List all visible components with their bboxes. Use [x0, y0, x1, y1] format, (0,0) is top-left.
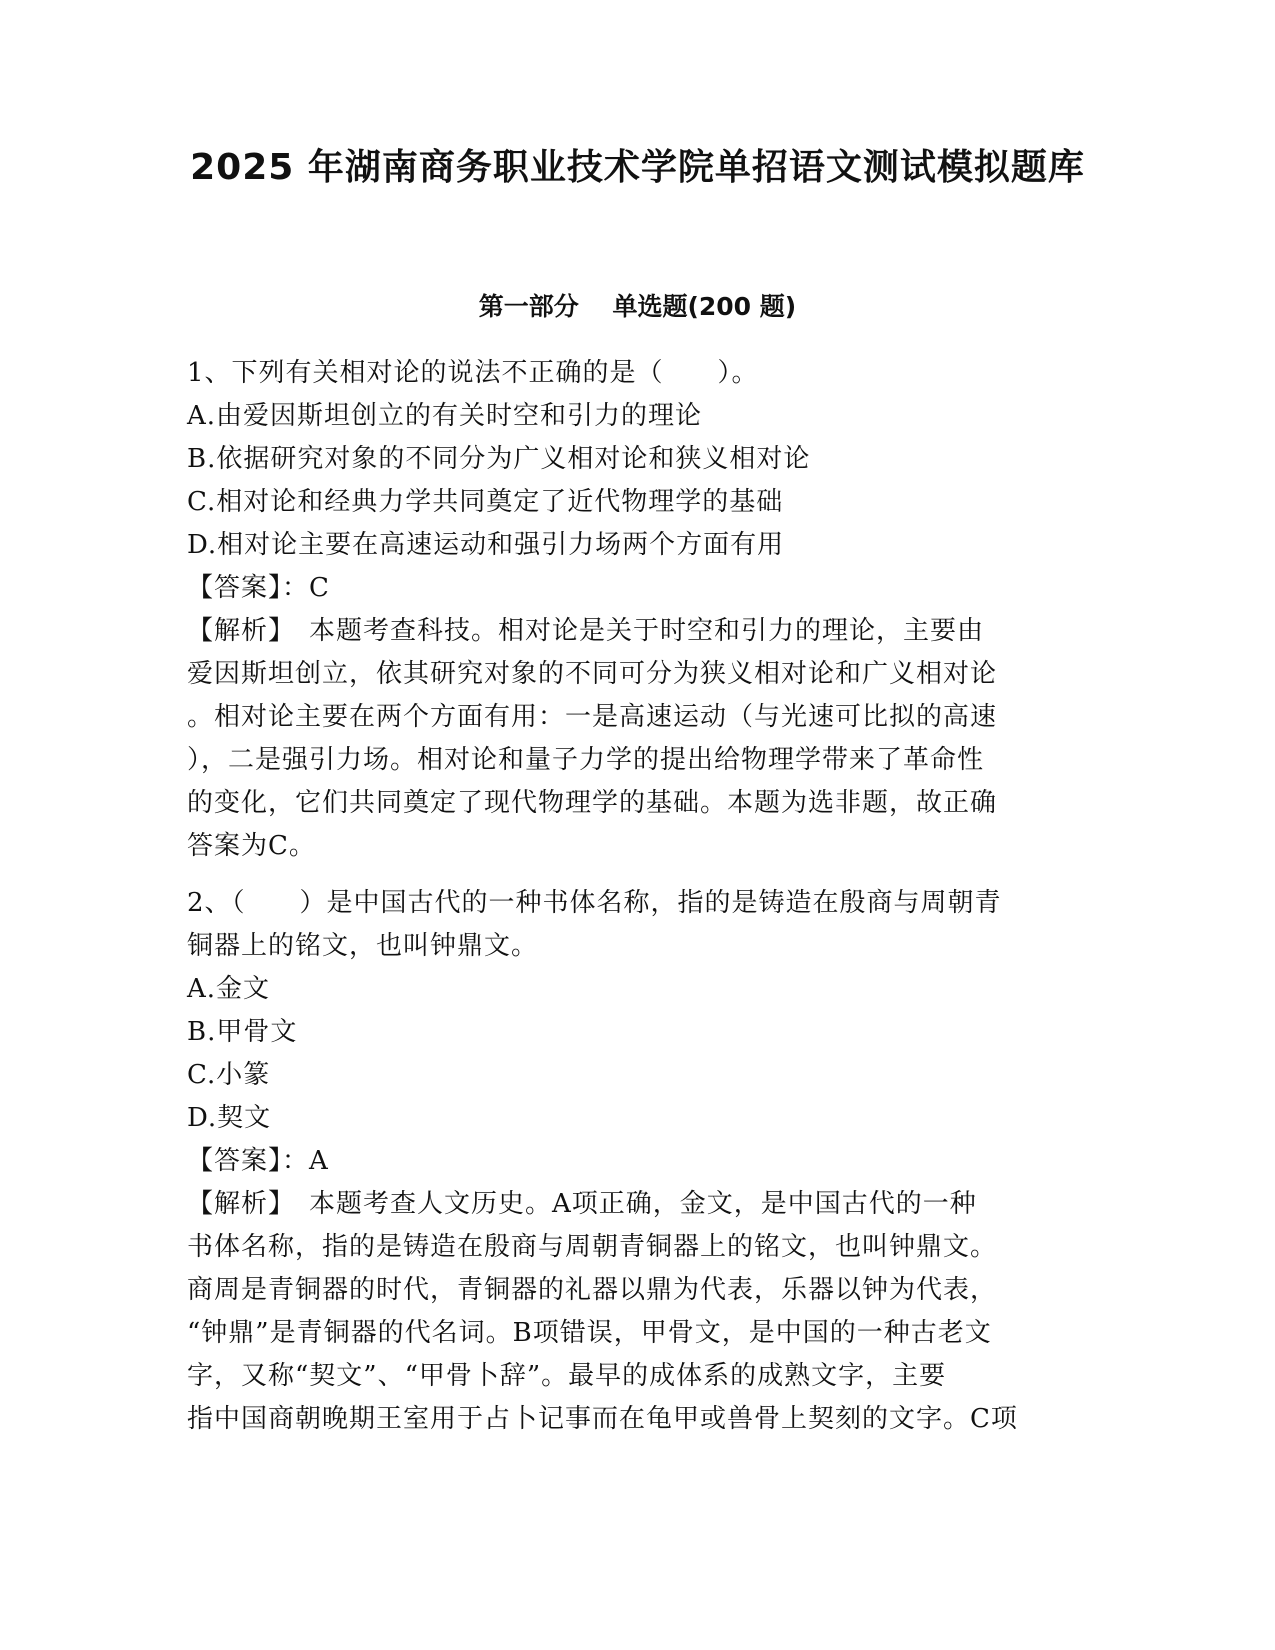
analysis-line: “钟鼎”是青铜器的代名词。B项错误，甲骨文，是中国的一种古老文 [187, 1318, 992, 1348]
analysis-line: 答案为C。 [187, 831, 316, 861]
question-2 [187, 882, 1087, 1441]
option-d: D.相对论主要在高速运动和强引力场两个方面有用 [187, 530, 785, 560]
question-stem: 铜器上的铭文，也叫钟鼎文。 [187, 931, 539, 961]
analysis-line: 的变化，它们共同奠定了现代物理学的基础。本题为选非题，故正确 [187, 788, 998, 818]
option-d: D.契文 [187, 1103, 272, 1133]
analysis-line: 指中国商朝晚期王室用于占卜记事而在龟甲或兽骨上契刻的文字。C项 [187, 1404, 1018, 1434]
option-a: A.金文 [187, 974, 271, 1004]
document-title: 2025 年湖南商务职业技术学院单招语文测试模拟题库 [190, 147, 1085, 188]
section-title: 第一部分 单选题(200 题) [478, 292, 797, 321]
question-list [187, 352, 1087, 1441]
question-1 [187, 352, 1087, 868]
analysis-line: 【解析】 本题考查科技。相对论是关于时空和引力的理论，主要由 [187, 616, 985, 646]
analysis-line: ），二是强引力场。相对论和量子力学的提出给物理学带来了革命性 [187, 745, 985, 775]
option-b: B.依据研究对象的不同分为广义相对论和狭义相对论 [187, 444, 811, 474]
analysis-line: 【解析】 本题考查人文历史。A项正确，金文，是中国古代的一种 [187, 1189, 977, 1219]
analysis-line: 爱因斯坦创立，依其研究对象的不同可分为狭义相对论和广义相对论 [187, 659, 998, 689]
analysis-line: 。相对论主要在两个方面有用：一是高速运动（与光速可比拟的高速 [187, 702, 998, 732]
option-a: A.由爱因斯坦创立的有关时空和引力的理论 [187, 401, 703, 431]
option-b: B.甲骨文 [187, 1017, 298, 1047]
question-stem: 1、下列有关相对论的说法不正确的是（ ）。 [187, 358, 759, 388]
analysis-line: 字，又称“契文”、“甲骨卜辞”。最早的成体系的成熟文字，主要 [187, 1361, 947, 1391]
question-stem: 2、（ ）是中国古代的一种书体名称，指的是铸造在殷商与周朝青 [187, 888, 1002, 918]
analysis-line: 书体名称，指的是铸造在殷商与周朝青铜器上的铭文，也叫钟鼎文。 [187, 1232, 998, 1262]
answer: 【答案】：C [187, 573, 330, 603]
answer: 【答案】：A [187, 1146, 329, 1176]
option-c: C.小篆 [187, 1060, 271, 1090]
analysis-line: 商周是青铜器的时代，青铜器的礼器以鼎为代表，乐器以钟为代表， [187, 1275, 998, 1305]
question-spacer [187, 868, 1087, 882]
option-c: C.相对论和经典力学共同奠定了近代物理学的基础 [187, 487, 784, 517]
